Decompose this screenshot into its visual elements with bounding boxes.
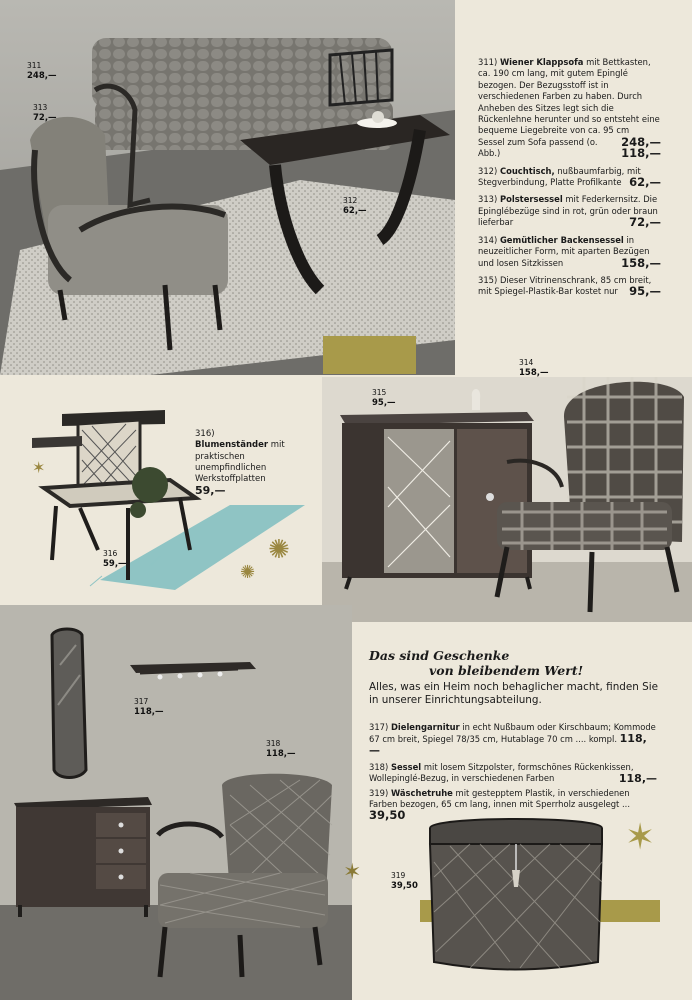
desc-315: 315) Dieser Vitrinenschrank, 85 cm breit, mit Spiegel-Plastik-Bar kostet nur 95,— <box>478 274 661 299</box>
svg-text:✺: ✺ <box>268 535 290 565</box>
star-icon-left: ✶ <box>343 860 362 885</box>
gold-block-top <box>323 336 416 374</box>
desc-313: 313) Polstersessel mit Federkernsitz. Die Epinglébezüge sind in rot, grün oder braun lieferbar 72,— <box>478 194 661 230</box>
desc-312: 312) Couchtisch, nußbaumfarbig, mit Stegverbindung, Platte Profilkante 62,— <box>478 165 661 190</box>
label-318: 318 118,— <box>266 739 296 759</box>
desc-311: 311) Wiener Klappsofa mit Bettkasten, ca. 190 cm lang, mit gutem Epinglé bezogen. Der Bezugsstoff ist in verschiedenen Farben zu haben. Durch Anheben des Sitzes legt sich die Rückenlehne herunter und so entsteht eine bequeme Liegebreite von ca. 95 cm 248,— <box>478 57 661 149</box>
bottom-descriptions <box>369 722 657 823</box>
label-313: 313 72,— <box>33 103 57 123</box>
label-311: 311 248,— <box>27 61 57 81</box>
label-319: 319 39,50 <box>391 871 418 891</box>
desc-314: 314) Gemütlicher Backensessel in neuzeitlicher Form, mit aparten Bezügen und losen Sitzkissen 158,— <box>478 234 661 270</box>
svg-text:✶: ✶ <box>32 458 46 477</box>
photo-living-room <box>0 0 455 375</box>
headline <box>369 648 669 678</box>
headline-line-1: Das sind Geschenke <box>369 648 510 663</box>
label-312: 312 62,— <box>343 196 367 216</box>
desc-316: 316) Blumenständer mit praktischen unempfindlichen Werkstoffplatten 59,— <box>195 429 285 498</box>
label-315: 315 95,— <box>372 388 396 408</box>
label-316: 316 59,— <box>103 549 127 569</box>
photo-hall-set <box>0 605 352 1000</box>
description-column <box>478 57 661 301</box>
star-icon-right: ✶ <box>625 817 656 858</box>
svg-text:✺: ✺ <box>240 562 256 583</box>
label-317: 317 118,— <box>134 697 164 717</box>
desc-319: 319) Wäschetruhe mit gestepptem Plastik, in verschiedenen Farben bezogen, 65 cm lang, innen mit Sperrholz ausgelegt ... 39,50 <box>369 788 630 823</box>
headline-line-2: von bleibendem Wert! <box>429 663 584 678</box>
illustration-laundry-hamper <box>420 812 612 972</box>
desc-317: 317) Dielengarnitur in echt Nußbaum oder Kirschbaum; Kommode 67 cm breit, Spiegel 78/35 cm, Hutablage 70 cm .... kompl. 118,— <box>369 722 656 758</box>
intro-text: Alles, was ein Heim noch behaglicher macht, finden Sie in unserer Einrichtungsabteilung. <box>369 681 659 706</box>
desc-318: 318) Sessel mit losem Sitzpolster, formschönes Rückenkissen, Wollepinglé-Bezug, in verschiedenen Farben 118,— <box>369 761 657 785</box>
label-314: 314 158,— <box>519 358 549 378</box>
photo-cabinet-armchair <box>322 377 692 622</box>
desc-311-armchair: Sessel zum Sofa passend (o. Abb.) 118,— <box>478 136 661 161</box>
